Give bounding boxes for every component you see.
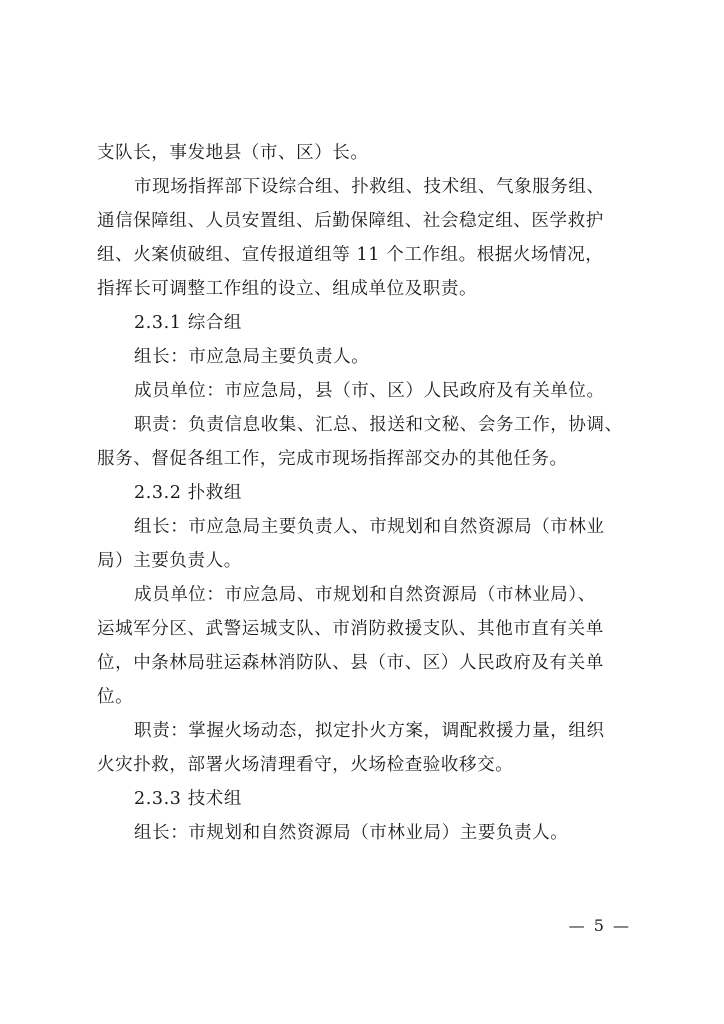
text-line-4: 组、火案侦破组、宣传报道组等 11 个工作组。根据火场情况，: [97, 245, 604, 265]
text-line-10: 服务、督促各组工作，完成市现场指挥部交办的其他任务。: [97, 449, 568, 469]
text-line-9: 职责：负责信息收集、汇总、报送和文秘、会务工作，协调、: [134, 415, 623, 435]
text-line-19: 火灾扑救，部署火场清理看守，火场检查验收移交。: [97, 755, 514, 775]
section-heading-2-3-1: 2.3.1 综合组: [134, 313, 242, 333]
text-line-15: 运城军分区、武警运城支队、市消防救援支队、其他市直有关单: [97, 619, 604, 639]
text-line-5: 指挥长可调整工作组的设立、组成单位及职责。: [97, 279, 478, 299]
text-line-17: 位。: [97, 687, 134, 707]
text-line-8: 成员单位：市应急局，县（市、区）人民政府及有关单位。: [134, 381, 605, 401]
section-heading-2-3-2: 2.3.2 扑救组: [134, 483, 242, 503]
text-line-1: 支队长，事发地县（市、区）长。: [97, 143, 369, 163]
text-line-7: 组长：市应急局主要负责人。: [134, 347, 370, 367]
text-line-13: 局）主要负责人。: [97, 551, 242, 571]
text-line-18: 职责：掌握火场动态，拟定扑火方案，调配救援力量，组织: [134, 721, 605, 741]
text-line-14: 成员单位：市应急局、市规划和自然资源局（市林业局）、: [134, 585, 596, 605]
text-line-21: 组长：市规划和自然资源局（市林业局）主要负责人。: [134, 823, 569, 843]
page-number: — 5 —: [568, 916, 631, 935]
text-line-3: 通信保障组、人员安置组、后勤保障组、社会稳定组、医学救护: [97, 211, 604, 231]
text-line-2: 市现场指挥部下设综合组、扑救组、技术组、气象服务组、: [134, 177, 605, 197]
text-line-12: 组长：市应急局主要负责人、市规划和自然资源局（市林业: [134, 517, 605, 537]
document-body: [97, 136, 639, 850]
text-line-16: 位，中条林局驻运森林消防队、县（市、区）人民政府及有关单: [97, 653, 604, 673]
section-heading-2-3-3: 2.3.3 技术组: [134, 789, 242, 809]
